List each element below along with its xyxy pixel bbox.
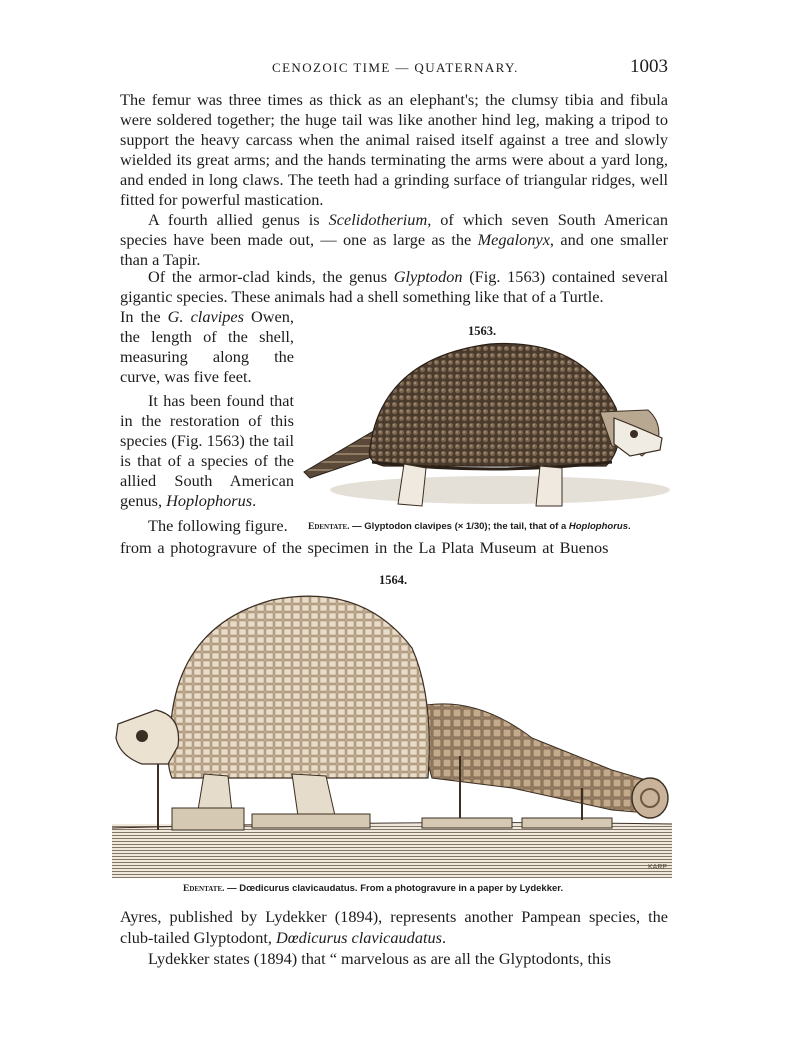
running-title: CENOZOIC TIME — QUATERNARY. (272, 60, 519, 75)
genus-scelidotherium: Scelidotherium (328, 210, 428, 229)
paragraph-lydekker: Lydekker states (1894) that “ marvelous as are all the Glyptodonts, this (148, 949, 611, 968)
paragraph-femur-text: The femur was three times as thick as an elephant's; the clumsy tibia and fibula were soldered together; the huge tail was like another hind leg, making a tripod to support the heavy carcass when the animal raised itself against a tree and slowly wielded its great arms; and the hands terminating the arms were about a yard long, and ended in long claws. The teeth had a grinding surface of triangular ridges, well fitted for powerful mastication. (120, 90, 668, 209)
caption-1563-genus: Hoplophorus (568, 521, 628, 532)
genus-glyptodon: Glyptodon (393, 267, 463, 286)
p4-after: . (441, 928, 447, 947)
genus-hoplophorus: Hoplophorus (166, 491, 253, 510)
caption-1563-end: . (627, 521, 631, 532)
engraver-mark: KARP (648, 864, 668, 871)
wrap-a-before: In the (120, 307, 168, 326)
paragraph-scelidotherium (120, 210, 668, 270)
figure-1563-number: 1563. (468, 324, 497, 338)
caption-1563-prefix: Edentate. (308, 522, 350, 532)
p2-middle: , of which seven South American species have been made out, — one as large as the (120, 210, 668, 249)
paragraph-femur (120, 90, 668, 210)
paragraph-glyptodon (120, 267, 668, 307)
paragraph-clavipes (120, 307, 294, 387)
paragraph-ayres (120, 906, 668, 948)
figure-1564-number: 1564. (379, 573, 408, 587)
running-head (120, 56, 668, 80)
bottom-text-block (120, 906, 668, 969)
figure-1563-glyptodon-illustration (300, 338, 672, 510)
p4-before: Ayres, published by Lydekker (1894), represents another Pampean species, the club-tailed Glyptodont, (120, 907, 668, 947)
p2-before: A fourth allied genus is (148, 210, 329, 229)
genus-megalonyx: Megalonyx (477, 230, 550, 249)
paragraph-scelidotherium-text (120, 210, 668, 270)
figure-1564-caption (183, 883, 563, 894)
caption-1563-dash: — Glyptodon clavipes (× (349, 521, 466, 532)
page-number: 1003 (630, 56, 668, 77)
following-figure-text: The following figure. (148, 516, 288, 535)
wrapped-text-column (120, 307, 294, 511)
photogravure-line: from a photogravure of the specimen in the La Plata Museum at Buenos (120, 538, 609, 557)
caption-1564-prefix: Edentate. (183, 884, 225, 894)
paragraph-glyptodon-text (120, 267, 668, 307)
p2-after: , and one smaller than a Tapir. (120, 230, 668, 269)
wrap-a-after: Owen, the length of the shell, measuring along the curve, was five feet. (120, 307, 294, 386)
species-clavipes: G. clavipes (167, 307, 244, 326)
figure-1564-doedicurus-illustration (112, 588, 672, 880)
caption-1564-text: — Dœdicurus clavicaudatus. From a photogravure in a paper by Lydekker. (224, 883, 564, 894)
species-doedicurus: Dœdicurus clavicaudatus (276, 928, 442, 947)
figure-1563-caption (308, 521, 631, 532)
caption-1563-scale: 1/30 (465, 521, 485, 532)
wrap-b-after: . (252, 491, 257, 510)
paragraph-restoration (120, 391, 294, 511)
p3-before: Of the armor-clad kinds, the genus (148, 267, 394, 286)
wrap-b-before: It has been found that in the restoration of this species (Fig. 1563) the tail is that of a species of the allied South American genus, (120, 391, 294, 510)
p3-after: (Fig. 1563) contained several gigantic species. These animals had a shell something like that of a Turtle. (120, 267, 668, 306)
caption-1563-mid: ); the tail, that of a (484, 521, 569, 532)
